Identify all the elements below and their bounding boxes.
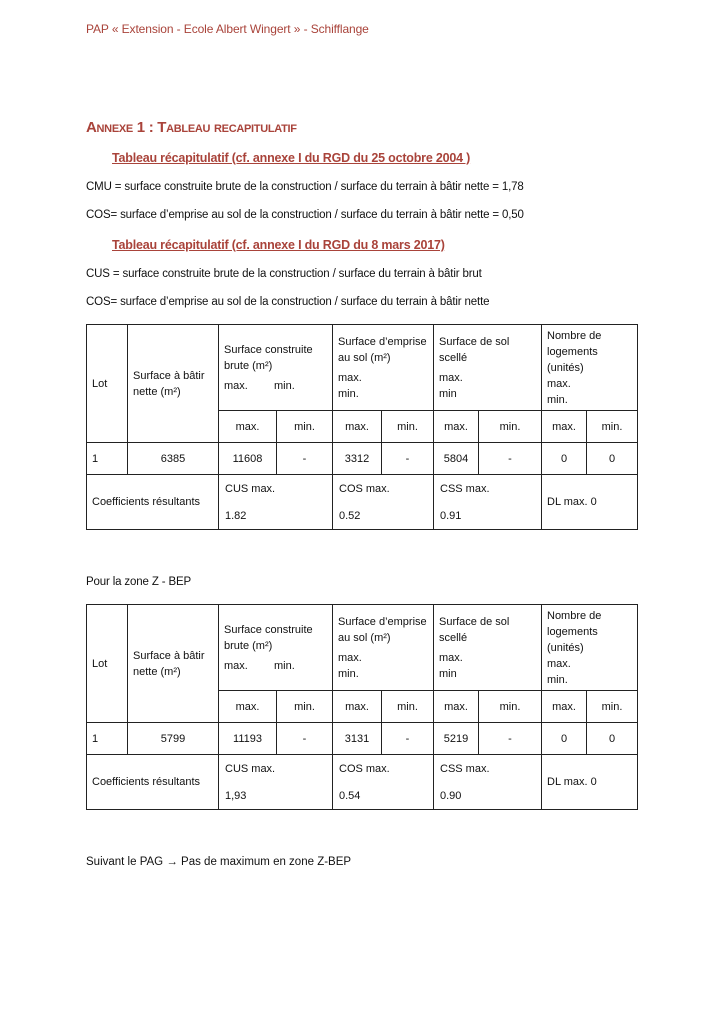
cos-value: 0.52 [339,510,361,522]
cos-formula-2017: COS= surface d’emprise au sol de la construction / surface du terrain à bâtir nette [86,296,490,308]
logements-max-value: 0 [542,723,587,755]
cus-label: CUS max. [225,763,276,775]
logements-max-value: 0 [542,443,587,475]
css-value: 0.91 [440,510,462,522]
css-value: 0.90 [440,790,462,802]
sub-min: min. [479,691,542,723]
coefficients-row [87,755,638,810]
col-scb-max: max. [224,659,248,672]
col-scelle-label: Surface de sol scellé [439,615,510,644]
sub-min: min. [277,411,333,443]
scelle-max-value: 5804 [434,443,479,475]
arrow-icon: → [166,856,178,868]
col-logements-min: min. [547,393,568,406]
sub-max: max. [219,691,277,723]
col-scelle-max: max. [439,651,463,664]
scb-min-value: - [277,723,333,755]
css-label: CSS max. [440,483,490,495]
col-lot: Lot [87,325,128,443]
cus-label: CUS max. [225,483,276,495]
footnote-prefix: Suivant le PAG [86,856,164,868]
sub-max: max. [434,411,479,443]
cos-value: 0.54 [339,790,361,802]
footnote-suffix: Pas de maximum en zone Z-BEP [181,856,352,868]
col-emprise-max: max. [338,651,362,664]
col-scb-min: min. [274,379,295,392]
col-logements [542,605,638,691]
section2-subtitle: Tableau récapitulatif (cf. annexe I du RGD du 8 mars 2017) [112,238,445,252]
col-scb-min: min. [274,659,295,672]
col-scb [219,325,333,411]
page-header: PAP « Extension - Ecole Albert Wingert » - Schifflange [86,22,369,36]
css-cell [434,475,542,530]
scb-max-value: 11608 [219,443,277,475]
coefficients-label: Coefficients résultants [87,755,219,810]
col-scelle-label: Surface de sol scellé [439,335,510,364]
scelle-min-value: - [479,443,542,475]
col-lot: Lot [87,605,128,723]
sub-max: max. [434,691,479,723]
sub-min: min. [382,411,434,443]
col-logements-min: min. [547,673,568,686]
footnote [86,856,351,868]
surface-value: 5799 [128,723,219,755]
sub-max: max. [542,691,587,723]
cus-value: 1.82 [225,510,247,522]
col-scb-label: Surface construite brute (m²) [224,343,313,372]
coefficients-row [87,475,638,530]
scelle-max-value: 5219 [434,723,479,755]
sub-max: max. [333,411,382,443]
col-surface-batir: Surface à bâtir nette (m²) [128,605,219,723]
surface-value: 6385 [128,443,219,475]
col-emprise-label: Surface d’emprise au sol (m²) [338,335,427,364]
sub-max: max. [333,691,382,723]
table-row [87,723,638,755]
sub-min: min. [277,691,333,723]
col-scelle [434,325,542,411]
cos-formula-2004: COS= surface d’emprise au sol de la construction / surface du terrain à bâtir nette = 0,50 [86,209,524,221]
col-surface-batir: Surface à bâtir nette (m²) [128,325,219,443]
lot-value: 1 [87,723,128,755]
col-scb [219,605,333,691]
col-scelle [434,605,542,691]
dl-value: DL max. 0 [542,755,638,810]
scelle-min-value: - [479,723,542,755]
scb-max-value: 11193 [219,723,277,755]
cos-cell [333,755,434,810]
zone-label: Pour la zone Z - BEP [86,576,192,588]
col-emprise-min: min. [338,667,359,680]
col-logements-label: Nombre de logements (unités) [547,609,602,654]
cus-formula: CUS = surface construite brute de la construction / surface du terrain à bâtir brut [86,268,482,280]
cus-cell [219,755,333,810]
col-emprise-label: Surface d’emprise au sol (m²) [338,615,427,644]
sub-min: min. [587,691,638,723]
sub-min: min. [587,411,638,443]
col-logements-label: Nombre de logements (unités) [547,329,602,374]
emprise-min-value: - [382,443,434,475]
cus-value: 1,93 [225,790,247,802]
logements-min-value: 0 [587,443,638,475]
col-emprise [333,605,434,691]
emprise-max-value: 3131 [333,723,382,755]
cmu-formula: CMU = surface construite brute de la construction / surface du terrain à bâtir nette = 1,78 [86,181,524,193]
sub-min: min. [479,411,542,443]
col-emprise [333,325,434,411]
section1-subtitle: Tableau récapitulatif (cf. annexe I du RGD du 25 octobre 2004 ) [112,151,471,165]
col-scb-max: max. [224,379,248,392]
sub-min: min. [382,691,434,723]
annexe-title: Annexe 1 : Tableau recapitulatif [86,119,297,136]
recap-table-1 [86,324,638,530]
dl-value: DL max. 0 [542,475,638,530]
col-scb-label: Surface construite brute (m²) [224,623,313,652]
cos-cell [333,475,434,530]
col-scelle-max: max. [439,371,463,384]
col-logements-max: max. [547,377,571,390]
col-logements-max: max. [547,657,571,670]
css-cell [434,755,542,810]
emprise-min-value: - [382,723,434,755]
col-emprise-min: min. [338,387,359,400]
emprise-max-value: 3312 [333,443,382,475]
scb-min-value: - [277,443,333,475]
lot-value: 1 [87,443,128,475]
recap-table-2 [86,604,638,810]
col-scelle-min: min [439,667,457,680]
cos-label: COS max. [339,483,390,495]
cus-cell [219,475,333,530]
coefficients-label: Coefficients résultants [87,475,219,530]
col-scelle-min: min [439,387,457,400]
sub-max: max. [542,411,587,443]
cos-label: COS max. [339,763,390,775]
logements-min-value: 0 [587,723,638,755]
col-emprise-max: max. [338,371,362,384]
sub-max: max. [219,411,277,443]
col-logements [542,325,638,411]
table-row [87,443,638,475]
css-label: CSS max. [440,763,490,775]
